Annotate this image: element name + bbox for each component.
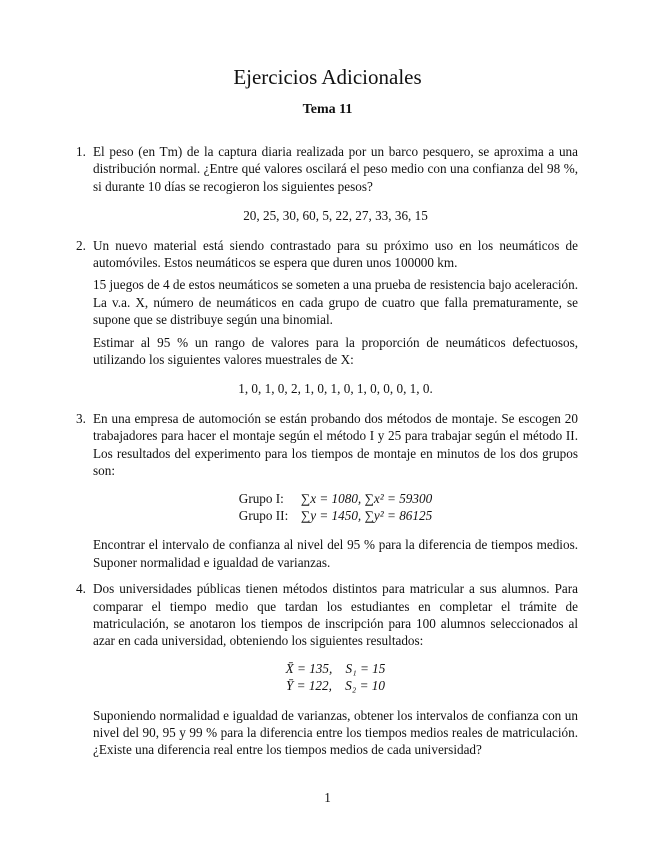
exercise-3 [76,410,578,571]
sample-values: 1, 0, 1, 0, 2, 1, 0, 1, 0, 1, 0, 0, 0, 1, 0. [238,381,433,397]
mean-value: Ȳ = 122, [286,678,332,694]
exercise-4 [76,580,578,759]
exercise-text: Encontrar el intervalo de confianza al nivel del 95 % para la diferencia de tiempos medios. Suponer normalidad e igualdad de varianzas. [93,537,578,570]
stat-row [93,660,578,677]
group-sums [93,490,578,525]
exercise-number: 3. [76,410,86,426]
group-row [93,507,578,524]
document-title: Ejercicios Adicionales [233,65,422,89]
group-label: Grupo I: [238,490,284,506]
mean-value: X̄ = 135, [285,660,333,676]
group-label: Grupo II: [238,507,289,523]
exercise-number: 2. [76,237,86,253]
stat-row [93,677,578,694]
exercise-list [76,143,578,768]
exercise-2 [76,237,578,398]
exercise-number: 4. [76,581,86,597]
exercise-text: Suponiendo normalidad e igualdad de varianzas, obtener los intervalos de confianza con un nivel del 90, 95 y 99 % para la diferencia entre los tiempos medios reales de matriculación. ¿Existe una diferencia real entre los tiempos medios de cada universidad? [93,707,578,758]
exercise-text: Dos universidades públicas tienen métodos distintos para matricular a sus alumnos. Para comparar el tiempo medio que tardan los estudiantes en completar el trámite de matriculación, se anotaron los tiempos de inscripción para 100 alumnos seleccionados al azar en cada universidad, obteniendo los siguientes resultados: [93,581,578,649]
exercise-1 [76,143,578,225]
exercise-text: 15 juegos de 4 de estos neumáticos se someten a una prueba de resistencia bajo aceleración. La v.a. X, número de neumáticos en cada grupo de cuatro que falla prematuramente, se supone que se distribuye según una binomial. [93,277,578,328]
sd-value: S₂ = 10 [345,678,385,694]
exercise-text: Estimar al 95 % un rango de valores para la proporción de neumáticos defectuosos, utilizando los siguientes valores muestrales de X: [93,334,578,368]
sd-value: S₁ = 15 [345,660,386,676]
group-formula: ∑y = 1450, ∑y² = 86125 [300,507,433,523]
exercise-number: 1. [76,144,86,159]
document-subtitle: Tema 11 [302,102,353,117]
group-row [93,490,578,507]
group-formula: ∑x = 1080, ∑x² = 59300 [300,490,433,506]
exercise-text: Un nuevo material está siendo contrastado para su próximo uso en los neumáticos de automóviles. Estos neumáticos se espera que duren unos 100000 km. [93,237,578,271]
exercise-text: En una empresa de automoción se están probando dos métodos de montaje. Se escogen 20 trabajadores para hacer el montaje según el método I y 25 para trabajar según el método II. Los resultados del experimento para los tiempos de montaje en minutos de los dos grupos son: [93,410,578,479]
sample-statistics [93,660,578,695]
page-number: 1 [324,790,331,805]
data-values: 20, 25, 30, 60, 5, 22, 27, 33, 36, 15 [243,208,428,224]
exercise-text: El peso (en Tm) de la captura diaria realizada por un barco pesquero, se aproxima a una distribución normal. ¿Entre qué valores oscilará el peso medio con una confianza del 98 %, si durante 10 días se recogieron los siguientes pesos? [93,144,578,194]
